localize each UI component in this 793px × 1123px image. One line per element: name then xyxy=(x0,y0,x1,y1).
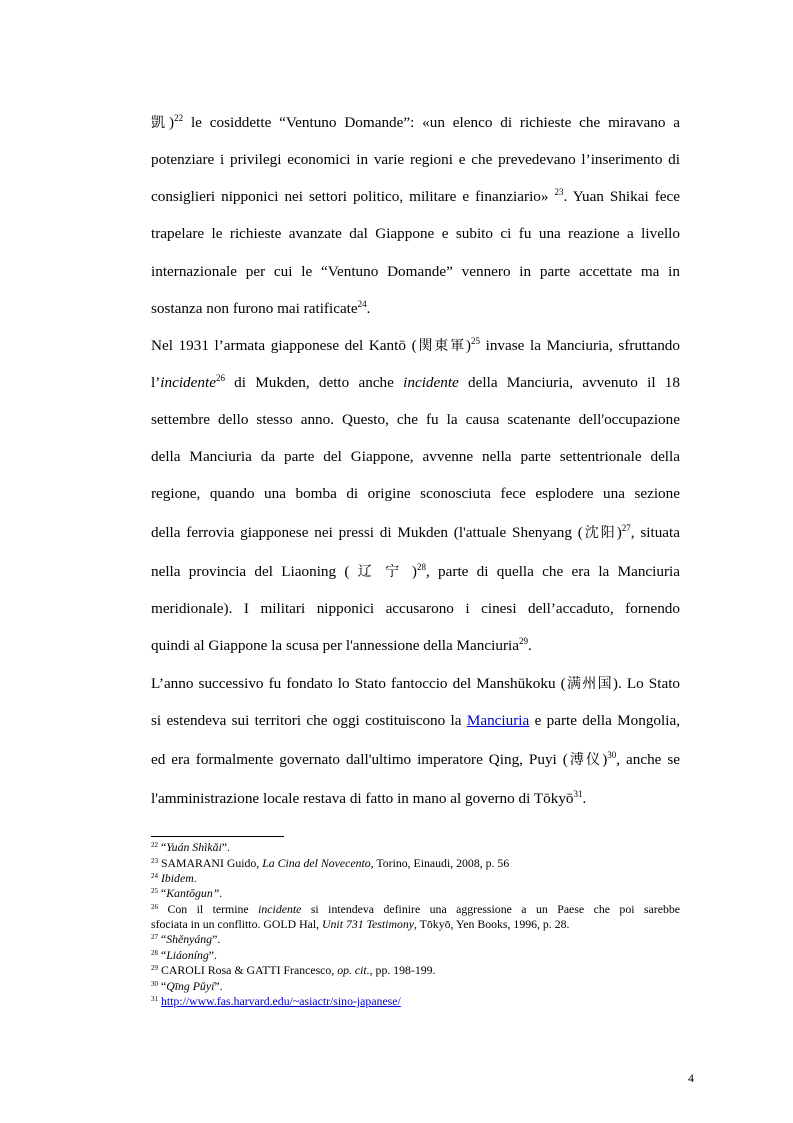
footnote-ref-22[interactable]: 22 xyxy=(174,113,184,123)
body-line-14: meridionale). I militari nipponici accusarono i cinesi dell’accaduto, fornendo xyxy=(151,600,680,617)
footnote-24: $^{24}$ Ibidem. xyxy=(151,871,197,885)
footnote-ref-29[interactable]: 29 xyxy=(518,636,528,646)
body-line-6: sostanza non furono mai ratificate$^{24}$. xyxy=(151,299,371,317)
footnote-ref-26[interactable]: 26 xyxy=(215,373,225,383)
footnote-separator xyxy=(151,836,284,837)
body-line-3: consiglieri nipponici nei settori politico, militare e finanziario» $^{23}$. Yuan Shikai fece xyxy=(151,187,680,205)
body-line-5: internazionale per cui le “Ventuno Domande” vennero in parte accettate ma in xyxy=(151,263,680,280)
footnote-ref-23[interactable]: 23 xyxy=(554,187,564,197)
body-line-8: l’incidente$^{26}$ di Mukden, detto anche incidente della Manciuria, avvenuto il 18 xyxy=(151,373,680,391)
body-line-12: della ferrovia giapponese nei pressi di Mukden (l'attuale Shenyang (沈阳)$^{27}$, situata xyxy=(151,523,681,541)
footnote-27: $^{27}$ “Shěnyáng”. xyxy=(151,932,221,946)
body-line-15: quindi al Giappone la scusa per l'annessione della Manciuria$^{29}$. xyxy=(151,636,532,654)
body-line-13: nella provincia del Liaoning ( 辽 宁 )$^{28}$, parte di quella che era la Manciuria xyxy=(151,562,680,580)
page-number: 4 xyxy=(688,1071,694,1085)
footnote-30: $^{30}$ “Qīng Pǔyí”. xyxy=(151,979,223,993)
manciuria-link[interactable]: Manciuria xyxy=(466,712,530,729)
footnote-25: $^{25}$ “Kantōgun”. xyxy=(151,886,223,900)
footnote-ref-24[interactable]: 24 xyxy=(357,299,367,309)
body-line-11: regione, quando una bomba di origine sconosciuta fece esplodere una sezione xyxy=(151,485,680,502)
body-line-1: 凱)$^{22}$ le cosiddette “Ventuno Domande”: «un elenco di richieste che miravano a xyxy=(151,113,680,131)
harvard-url-link[interactable]: http://www.fas.harvard.edu/~asiactr/sino-japanese/ xyxy=(160,994,401,1008)
body-line-16: L’anno successivo fu fondato lo Stato fantoccio del Manshūkoku (满州国). Lo Stato xyxy=(151,675,681,692)
body-line-19: l'amministrazione locale restava di fatto in mano al governo di Tōkyō$^{31}$. xyxy=(151,789,587,807)
footnote-28: $^{28}$ “Liáoníng”. xyxy=(151,948,217,962)
body-line-18: ed era formalmente governato dall'ultimo imperatore Qing, Puyi (溥仪)$^{30}$, anche se xyxy=(151,750,681,768)
footnote-22: $^{22}$ “Yuán Shìkǎi”. xyxy=(151,840,230,854)
footnote-ref-28[interactable]: 28 xyxy=(416,562,426,572)
body-line-9: settembre dello stesso anno. Questo, che fu la causa scatenante dell'occupazione xyxy=(151,411,680,428)
footnote-ref-27[interactable]: 27 xyxy=(621,523,631,533)
footnote-31: $^{31}$ http://www.fas.harvard.edu/~asiactr/sino-japanese/ xyxy=(151,994,401,1008)
footnote-29: $^{29}$ CAROLI Rosa & GATTI Francesco, op. cit., pp. 198-199. xyxy=(151,963,436,977)
body-line-4: trapelare le richieste avanzate dal Giappone e subito ci fu una reazione a livello xyxy=(151,225,680,242)
body-line-7: Nel 1931 l’armata giapponese del Kantō (関東軍)$^{25}$ invase la Manciuria, sfruttando xyxy=(151,336,680,354)
footnote-26-continued: sfociata in un conflitto. GOLD Hal, Unit 731 Testimony, Tōkyō, Yen Books, 1996, p. 28. xyxy=(151,917,570,931)
footnote-ref-25[interactable]: 25 xyxy=(470,336,480,346)
body-line-17: si estendeva sui territori che oggi costituiscono la Manciuria e parte della Mongolia, xyxy=(151,712,680,729)
body-line-10: della Manciuria da parte del Giappone, avvenne nella parte settentrionale della xyxy=(151,448,680,465)
body-line-2: potenziare i privilegi economici in varie regioni e che prevedevano l’inserimento di xyxy=(151,151,680,168)
footnote-23: $^{23}$ SAMARANI Guido, La Cina del Novecento, Torino, Einaudi, 2008, p. 56 xyxy=(151,856,510,870)
footnote-ref-31[interactable]: 31 xyxy=(573,789,583,799)
footnote-ref-30[interactable]: 30 xyxy=(607,750,617,760)
footnote-26: $^{26}$ Con il termine incidente si intendeva definire una aggressione a un Paese che poi sarebbe xyxy=(151,902,680,916)
